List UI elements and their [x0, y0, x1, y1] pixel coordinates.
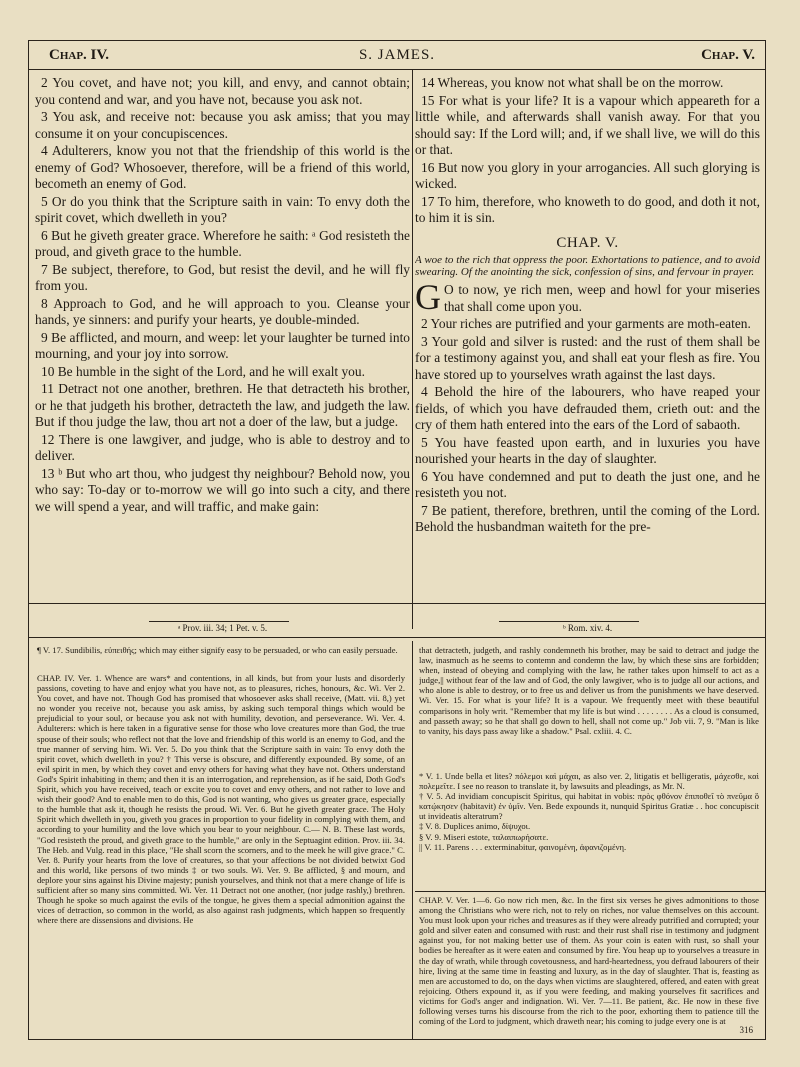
verse: 4 Adulterers, know you not that the friendship of this world is the enemy of God? Whosoever, therefore, will be a friend of this world, becometh an enemy of God. [35, 143, 410, 191]
commentary-left: CHAP. IV. Ver. 1. Whence are wars* and contentions, in all kinds, but from your lusts and disorderly passions, coveting to have and enjoy what you have not, as to pleasures, riches, honours, &c. Wi. Ver 2. You covet, and have not. Though God has promised that whosoever asks shall receive, (Matt. vii. 8,) yet no wonder you receive not, because you ask amiss, by asking such temporal things which would be prejudicial to your soul, or because you ask not with humility, devotion, and perseverance. Wi. Ver. 4. Adulterers: which is here taken in a figurative sense for those who love creatures more than God, the true spouse of their souls; who reflect not that the love and friendship of this world is an enemy to God, and the true manner of serving him. Wi. Ver. 5. Do you think that the Scripture saith in vain: To envy doth the spirit covet, which dwelleth in you? † This verse is obscure, and differently expounded. By some, of an evil spirit in men, by which they covet and envy others for having what they have not. Others understand God's Spirit inhabiting in them; and then it is an interrogation, and reprehension, as if he said, Doth God's Spirit, which you have received, teach or excite you to covet and envy others, and not rather to love and wish their good? And to enable men to do this, God is not wanting, who gives us greater grace, especially to the humble that ask it, though he resists the proud. Wi. Ver. 6. But he giveth greater grace. The Holy Spirit which dwelleth in you, giveth you graces in proportion to your fidelity in complying with them, and according to your humility and the love which you bear to your neighbour. C.— N. B. These last words, "God resisteth the proud, and giveth grace to the humble," are only in the Septuagint edition. Prov. iii. 34. The Heb. and Vulg. read in this place, "He shall scorn the scorners, and to the meek he will give grace." C. Ver. 8. Purify your hearts from the love of creatures, so that your affections be not divided betwixt God and this world, like persons of two minds ‡ or two souls. Wi. Ver. 9. Be afflicted, § and mourn, and deplore your sins against his Divine majesty; punish yourselves, and think not that a mere change of life is sufficient after so many sins committed. Wi. Ver. 11 Detract not one another, (nor judge rashly,) brethren. Though he spoke so much against the evils of the tongue, he gives them a special admonition against the vices of detraction, so common in the world, as also against rash judgments, which happen so frequently where there are dissensions and divisions. He [37, 673, 405, 926]
verse: 5 You have feasted upon earth, and in luxuries you have nourished your hearts in the day of slaughter. [415, 434, 760, 466]
verse: 12 There is one lawgiver, and judge, who is able to destroy and to deliver. [35, 431, 410, 463]
verse: 15 For what is your life? It is a vapour which appeareth for a little while, and afterwards shall vanish away. For that you should say: If the Lord will; and, if we shall live, we will do this or that. [415, 92, 760, 157]
header-chapter-right: Chap. V. [701, 47, 755, 63]
commentary-right-top: that detracteth, judgeth, and rashly condemneth his brother, may be said to detract and judge the law, inasmuch as he seems to contemn and condemn the law, by which these sins are forbidden; when, instead of obeying and complying with the law, he rather takes upon himself to act as a judge,|| without fear of the law and of God, the only lawgiver, who is to judge all our actions, and who alone is able to destroy, or to free us and deliver us from the punishments we have deserved. Wi. Ver. 15. For what is your life? It is a vapour. We frequently meet with these beautiful comparisons in holy writ. "Remember that my life is but wind . . . . . . . . As a cloud is consumed, and passeth away; so he that shall go down to hell, shall not come up." Job vii. 7, 9. "Man is like to vanity, his days pass away like a shadow." Psal. cxliii. 4. C. [419, 645, 759, 736]
running-header [29, 41, 765, 70]
greek-note: ‡ V. 8. Duplices animo, δίψυχοι. [419, 821, 531, 832]
greek-note: * V. 1. Unde bella et lites? πόλεμοι καὶ μάχαι, as also ver. 2, litigatis et belligeratis, μάχεσθε, καὶ πολεμεῖτε. I see no reason to translate it, by lawsuits and pleadings, as Mr. N. [419, 771, 759, 792]
verse: 17 To him, therefore, who knoweth to do good, and doth it not, to him it is sin. [415, 193, 760, 225]
verse: 2 You covet, and have not; you kill, and envy, and cannot obtain; you contend and war, and you have not, because you ask not. [35, 75, 410, 107]
verse: 11 Detract not one another, brethren. He that detracteth his brother, or he that judgeth his brother, detracteth the law, and judgeth the law. But if thou judge the law, thou art not a doer of the law, but a judge. [35, 381, 410, 429]
footnote-left: ᵃ Prov. iii. 34; 1 Pet. v. 5. [177, 623, 268, 633]
greek-note: § V. 9. Miseri estote, ταλαιπωρήσατε. [419, 831, 549, 842]
verse: 6 You have condemned and put to death the just one, and he resisteth you not. [415, 468, 760, 500]
column-divider [412, 69, 413, 629]
verse: 5 Or do you think that the Scripture saith in vain: To envy doth the spirit covet, which dwelleth in you? [35, 193, 410, 225]
verse: 14 Whereas, you know not what shall be on the morrow. [421, 75, 724, 90]
verse: 7 Be subject, therefore, to God, but resist the devil, and he will fly from you. [35, 261, 410, 293]
note-v17: ¶ V. 17. Sundibilis, εὐπειθής; which may either signify easy to be persuaded, or who can easily persuade. [37, 645, 398, 655]
commentary-right-bottom: CHAP. V. Ver. 1—6. Go now rich men, &c. In the first six verses he gives admonitions to those among the Christians who were rich, not to rely on riches, nor value themselves on this account. You must look upon your riches and treasures as if they were already putrified and corrupted; your gold and silver eaten and consumed with rust: and their rust shall rise in testimony and judgment against you, for not making better use of them. As your coin is eaten with rust, so shall your bodies be hereafter as it were eaten and consumed by fire. You heap up to yourselves a treasure in the day of wrath, while through covetousness, and hard-heartedness, you defraud labourers of their hire, living at the same time in feasting and luxury, as in the day of slaughter. That is, feasting as men are accustomed to do, on the days when victims are slaughtered, offered, and eaten with great rejoicing. Others expound it, as if you were feeding, and making yourselves fit sacrifices and victims for God's anger and indignation. Wi. Ver. 7—11. Be patient, &c. He now in these five following verses turns his discourse from the rich to the poor, exhorting them to patience till the coming of the Lord to judgment, which draweth near; his coming to judge every one is at [419, 895, 759, 1027]
footnote-rule [499, 621, 639, 622]
verse: 2 Your riches are putrified and your garments are moth-eaten. [421, 316, 751, 331]
page-number: 316 [739, 1025, 753, 1035]
greek-notes [419, 771, 759, 889]
verse: 6 But he giveth greater grace. Wherefore he saith: ᵃ God resisteth the proud, and giveth grace to the humble. [35, 227, 410, 259]
verse: 3 You ask, and receive not: because you ask amiss; that you may consume it on your concupiscences. [35, 109, 410, 141]
notes-column-divider [412, 641, 413, 1039]
verse: 7 Be patient, therefore, brethren, until the coming of the Lord. Behold the husbandman waiteth for the pre- [415, 502, 760, 534]
verse: 16 But now you glory in your arrogancies. All such glorying is wicked. [415, 159, 760, 191]
notes-top-rule [29, 637, 765, 638]
notes-inner-rule [415, 891, 765, 892]
text-bottom-rule [29, 603, 765, 604]
drop-capital: G [415, 277, 441, 317]
verse: 8 Approach to God, and he will approach to you. Cleanse your hands, ye sinners: and purify your hearts, ye double-minded. [35, 295, 410, 327]
right-text-column [415, 75, 760, 620]
verse: 3 Your gold and silver is rusted: and the rust of them shall be for a testimony against you, and shall eat your flesh as fire. You have stored up to yourselves wrath against the last days. [415, 333, 760, 382]
header-chapter-left: Chap. IV. [49, 47, 110, 63]
verse-first [415, 277, 760, 317]
footnote-rule [149, 621, 289, 622]
chapter-summary: A woe to the rich that oppress the poor. Exhortations to patience, and to avoid swearing. Of the anointing the sick, confession of sins, and fervour in prayer. [415, 254, 760, 278]
greek-note: || V. 11. Parens . . . exterminabitur, φαινομένη, ἀφανιζομένη. [419, 841, 627, 852]
left-text-column [35, 75, 410, 620]
footnote-right: ᵇ Rom. xiv. 4. [562, 623, 613, 633]
verse-text: O to now, ye rich men, weep and howl for your miseries that shall come upon you. [444, 282, 760, 314]
chapter-heading: CHAP. V. [556, 234, 619, 251]
verse: 9 Be afflicted, and mourn, and weep: let your laughter be turned into mourning, and your joy into sorrow. [35, 329, 410, 361]
verse: 4 Behold the hire of the labourers, who have reaped your fields, of which you have defrauded them, crieth out: and the cry of them hath entered into the ears of the Lord of sabaoth. [415, 384, 760, 432]
verse: 10 Be humble in the sight of the Lord, and he will exalt you. [41, 363, 365, 379]
header-book-title: S. JAMES. [358, 47, 436, 63]
page-frame [28, 40, 766, 1040]
verse: 13 ᵇ But who art thou, who judgest thy neighbour? Behold now, you who say: To-day or to-morrow we will go into such a city, and there we will spend a year, and will traffic, and make gain: [35, 465, 410, 514]
greek-note: † V. 5. Ad invidiam concupiscit Spiritus, qui habitat in vobis: πρὸς φθόνον ἐπιποθεῖ τὸ πνεῦμα ὃ κατῴκησεν (habitavit) ἐν ὑμῖν. Ven. Bede expounds it, nunquid Spiritus Gratiæ . . hoc concupiscit ut invideatis alteratrum? [419, 791, 759, 822]
